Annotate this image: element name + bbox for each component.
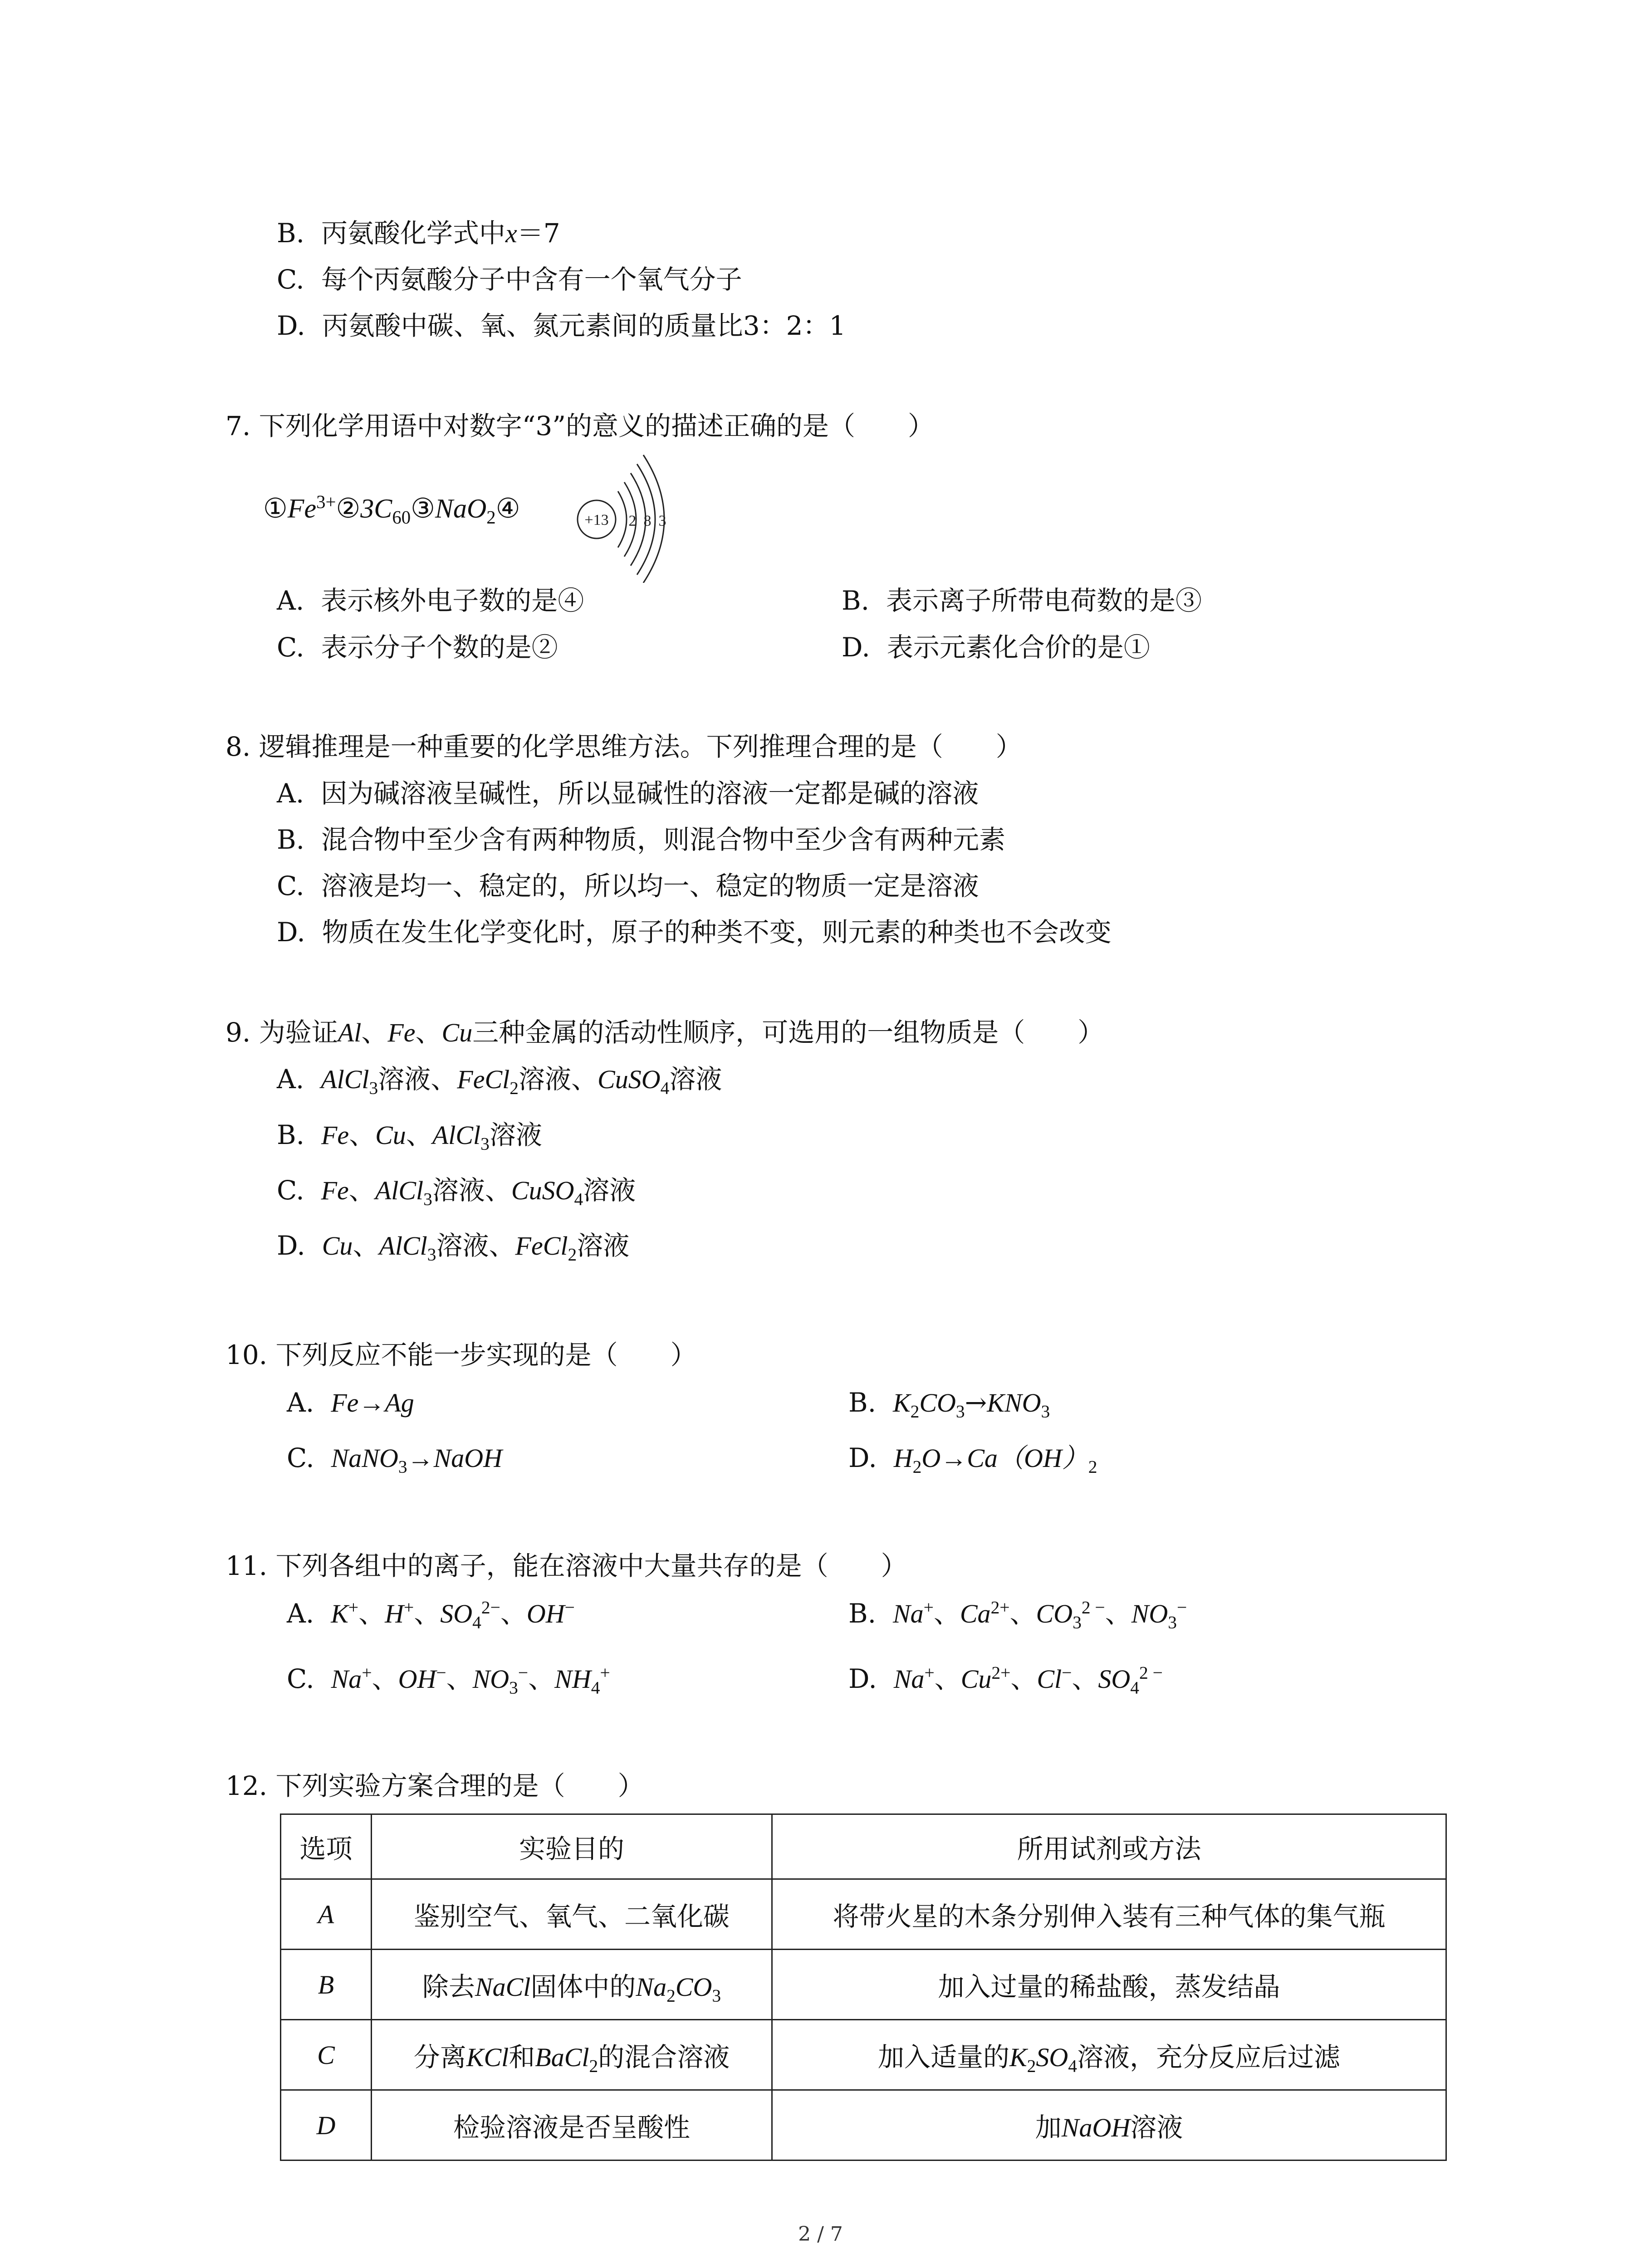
table-row (281, 1950, 1446, 2020)
row-method: 加入适量的$K_2SO_4$溶液，充分反应后过滤 (772, 2020, 1446, 2090)
table-header-row (281, 1814, 1446, 1879)
shell-3-electrons: 3 (658, 513, 666, 529)
q8-option-d: D. 物质在发生化学变化时，原子的种类不变，则元素的种类也不会改变 (277, 917, 1112, 948)
q10-stem: 10. 下列反应不能一步实现的是（ ） (225, 1339, 697, 1370)
atom-nucleus-label: +13 (584, 512, 609, 528)
q7-option-d: D. 表示元素化合价的是① (842, 632, 1150, 663)
q6-option-d: D. 丙氨酸中碳、氧、氮元素间的质量比3：2：1 (277, 310, 846, 341)
row-goal: 鉴别空气、氧气、二氧化碳 (372, 1879, 772, 1950)
shell-1-electrons: 2 (628, 513, 637, 529)
q11-option-c: C. Na+、OH−、$NO_3^-$、$NH_4^+$ (287, 1662, 610, 1698)
row-method: 加NaOH溶液 (772, 2090, 1446, 2160)
q7-option-b: B. 表示离子所带电荷数的是③ (842, 585, 1202, 616)
page-number: 2 / 7 (798, 2223, 843, 2246)
table-row (281, 2090, 1446, 2160)
row-goal: 除去NaCl固体中的$Na_2CO_3$ (372, 1950, 772, 2020)
q11-stem: 11. 下列各组中的离子，能在溶液中大量共存的是（ ） (225, 1550, 907, 1581)
row-option: C (281, 2020, 372, 2090)
row-option: B (281, 1950, 372, 2020)
shell-2-electrons: 8 (643, 513, 652, 529)
q10-option-c: C. NaNO$_3$→NaOH (287, 1442, 503, 1477)
q6-option-c: C. 每个丙氨酸分子中含有一个氧气分子 (277, 264, 742, 295)
row-option: A (281, 1879, 372, 1950)
q8-option-c: C. 溶液是均一、稳定的，所以均一、稳定的物质一定是溶液 (277, 870, 979, 901)
aluminum-atom-structure-diagram (572, 451, 685, 583)
row-goal: 分离KCl和BaCl$_2$的混合溶液 (372, 2020, 772, 2090)
row-option: D (281, 2090, 372, 2160)
row-goal: 检验溶液是否呈酸性 (372, 2090, 772, 2160)
q8-stem: 8. 逻辑推理是一种重要的化学思维方法。下列推理合理的是（ ） (225, 731, 1022, 762)
q10-option-d: D. $H_2O\to Ca(OH)_2$ (848, 1442, 1097, 1477)
q6-option-b: B. 丙氨酸化学式中x＝7 (277, 218, 560, 249)
q9-option-d: D. Cu、AlCl$_3$溶液、FeCl$_2$溶液 (277, 1230, 630, 1265)
table-row (281, 1879, 1446, 1950)
q8-option-b: B. 混合物中至少含有两种物质，则混合物中至少含有两种元素 (277, 824, 1005, 855)
q11-option-a: A. K+、H+、$SO_4^{2-}$、OH− (287, 1597, 575, 1633)
q9-option-a: A. AlCl$_3$溶液、FeCl$_2$溶液、CuSO$_4$溶液 (277, 1064, 722, 1098)
q9-option-c: C. Fe、AlCl$_3$溶液、CuSO$_4$溶液 (277, 1175, 636, 1209)
header-option: 选项 (281, 1814, 372, 1879)
table-row (281, 2020, 1446, 2090)
q10-option-b: B. $K_2CO_3\to KNO_3$ (848, 1387, 1050, 1422)
q7-option-a: A. 表示核外电子数的是④ (277, 585, 584, 616)
q12-stem: 12. 下列实验方案合理的是（ ） (225, 1770, 644, 1801)
row-method: 加入过量的稀盐酸，蒸发结晶 (772, 1950, 1446, 2020)
header-goal: 实验目的 (372, 1814, 772, 1879)
q12-experiment-table (280, 1813, 1447, 2161)
row-method: 将带火星的木条分别伸入装有三种气体的集气瓶 (772, 1879, 1446, 1950)
q10-option-a: A. Fe→Ag (287, 1387, 414, 1418)
q9-option-b: B. Fe、Cu、AlCl$_3$溶液 (277, 1119, 542, 1154)
header-method: 所用试剂或方法 (772, 1814, 1446, 1879)
q11-option-d: D. Na+、$Cu^{2+}$、Cl−、$SO_4^{2 -}$ (848, 1662, 1163, 1698)
q9-stem: 9. 为验证Al、Fe、Cu三种金属的活动性顺序，可选用的一组物质是（ ） (225, 1017, 1104, 1048)
q7-formula-line: $①Fe^{3+}②3C_{60}③NaO_2④$ (263, 492, 520, 528)
q8-option-a: A. 因为碱溶液呈碱性，所以显碱性的溶液一定都是碱的溶液 (277, 778, 979, 809)
q11-option-b: B. Na+、$Ca^{2+}$、$CO_3^{2 -}$、$NO_3^-$ (848, 1597, 1187, 1633)
q7-stem: 7. 下列化学用语中对数字“3”的意义的描述正确的是（ ） (225, 411, 934, 441)
q7-option-c: C. 表示分子个数的是② (277, 632, 558, 663)
